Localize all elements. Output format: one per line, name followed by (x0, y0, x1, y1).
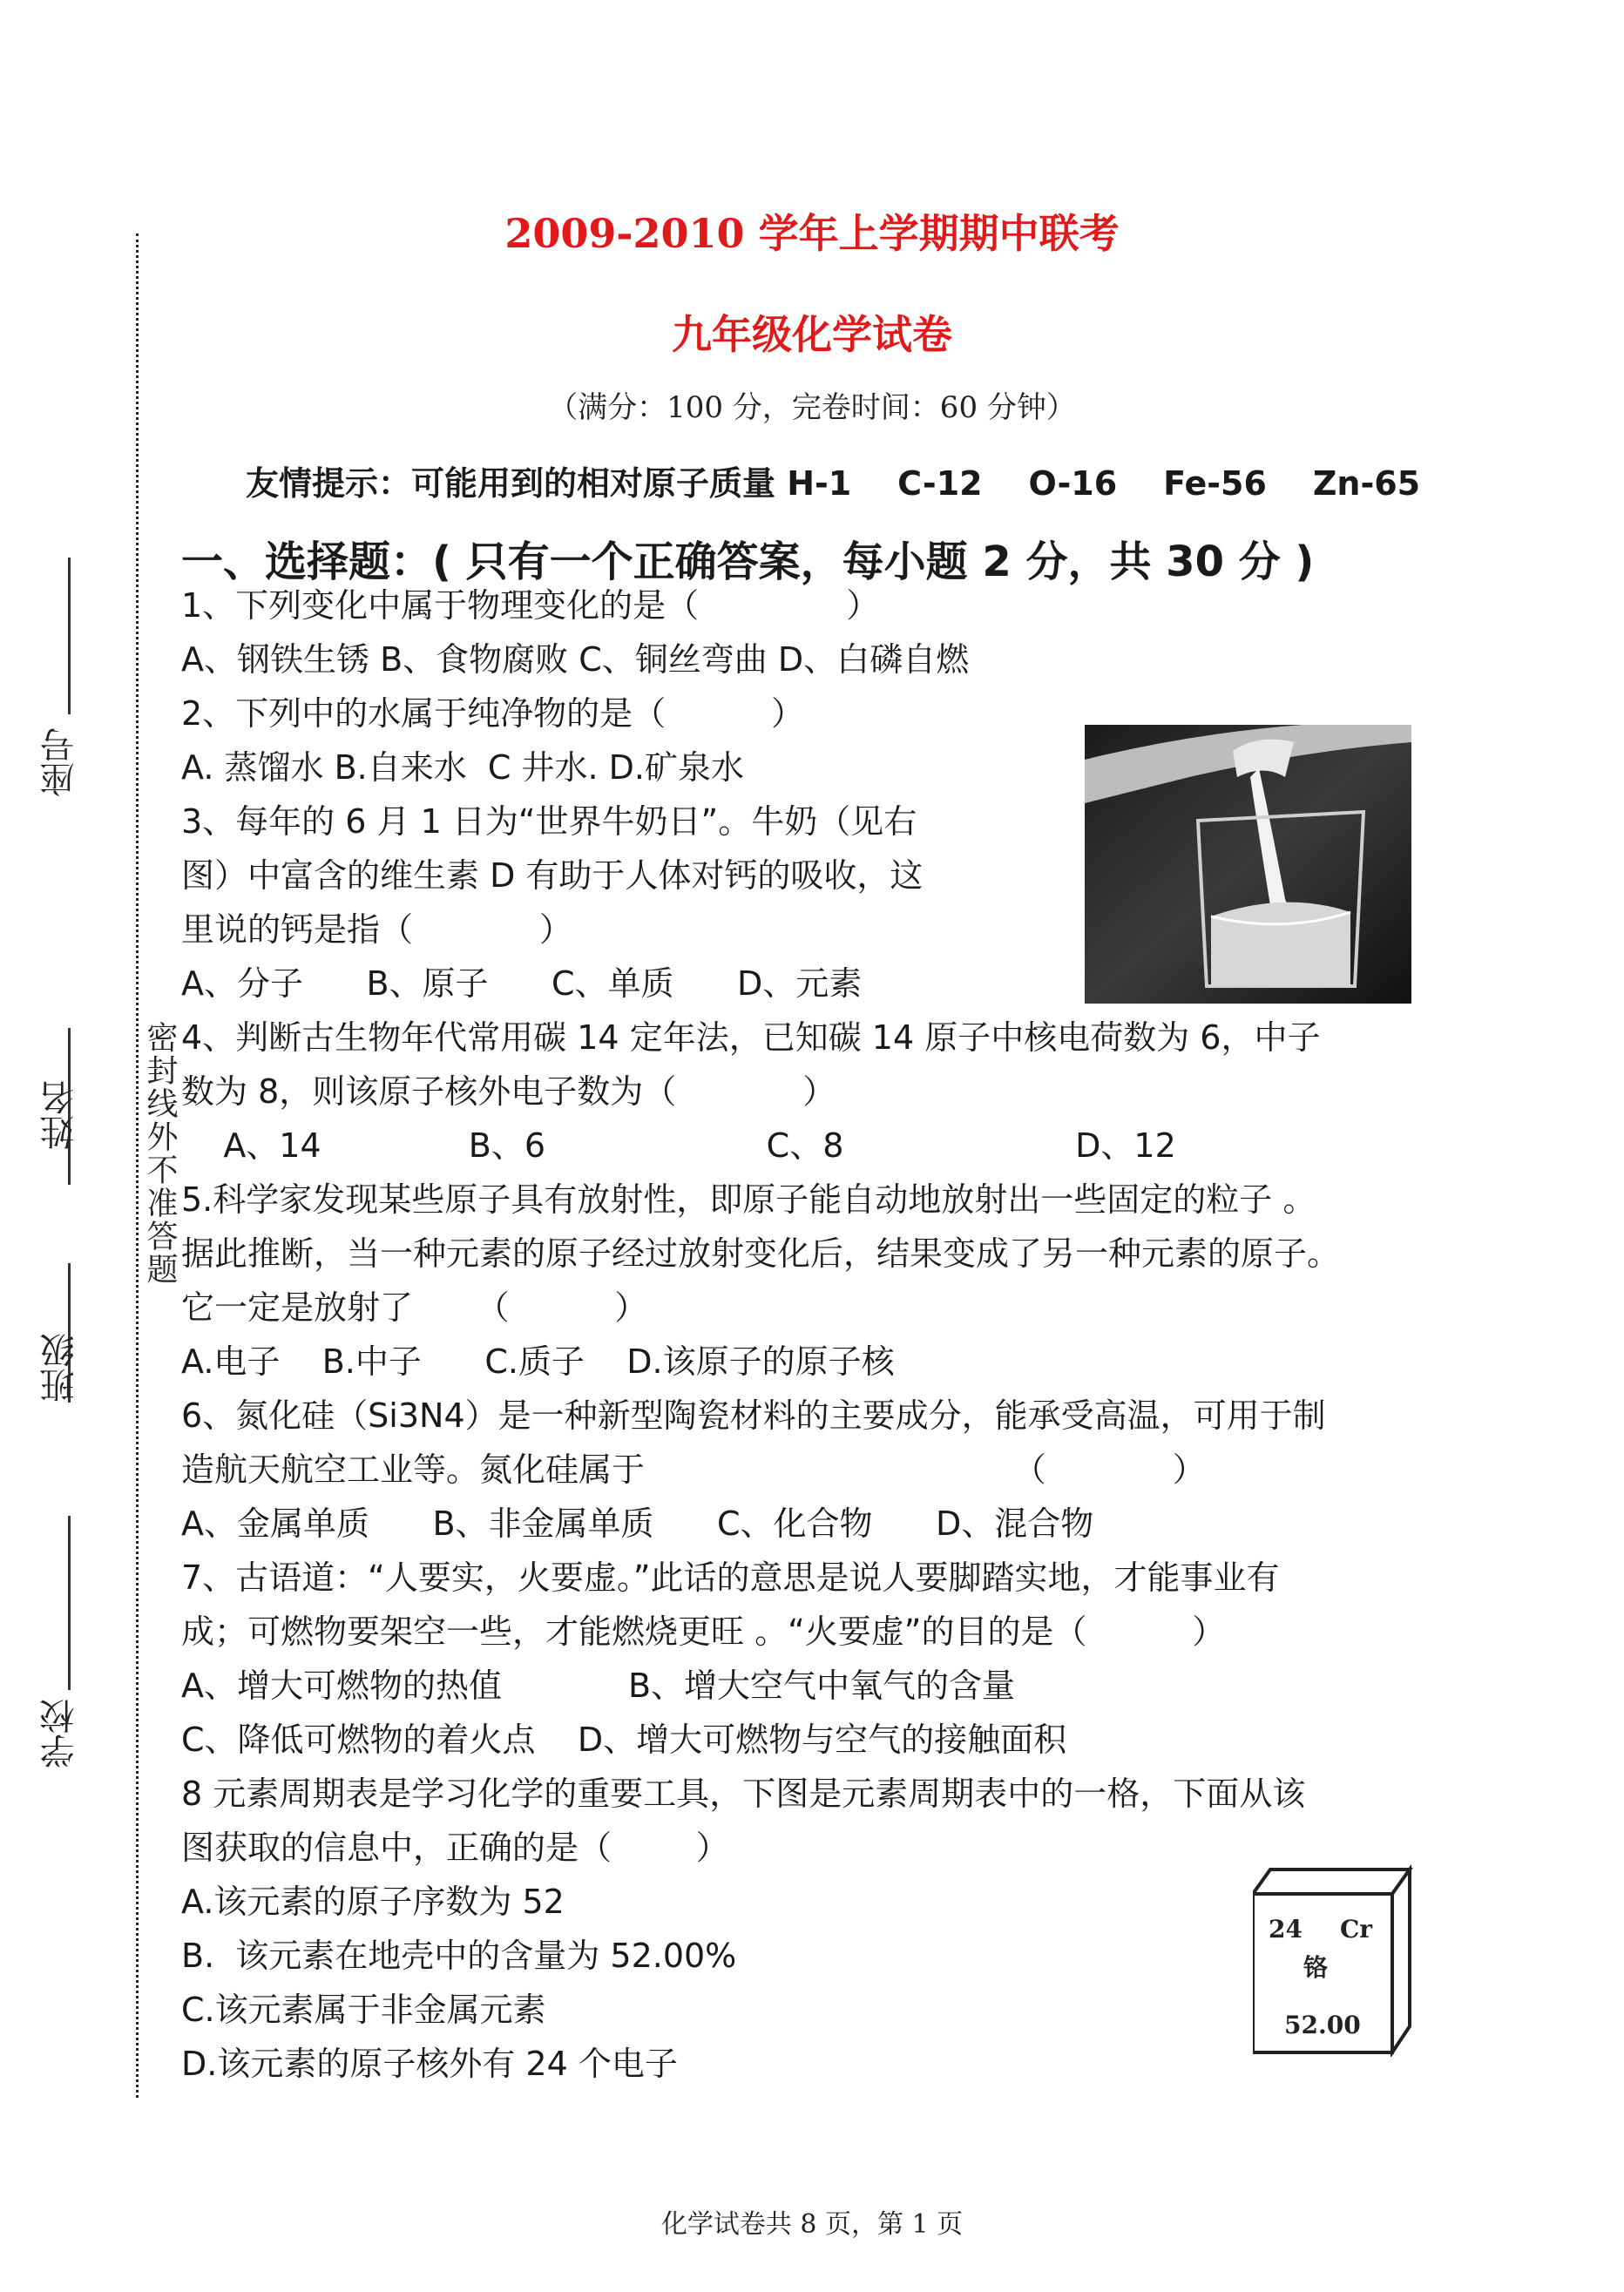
question-line: 成；可燃物要架空一些，才能燃烧更旺 。“火要虚”的目的是（ ） (181, 1613, 1226, 1651)
answer-line: A.电子 B.中子 C.质子 D.该原子的原子核 (181, 1342, 895, 1381)
answer-line: A、钢铁生锈 B、食物腐败 C、铜丝弯曲 D、白磷自燃 (181, 640, 970, 679)
page-footer: 化学试卷共 8 页，第 1 页 (660, 2209, 964, 2240)
question-line: 它一定是放射了 （ ） (181, 1288, 648, 1327)
answer-line: C.该元素属于非金属元素 (181, 1991, 546, 2029)
question-line: 据此推断，当一种元素的原子经过放射变化后，结果变成了另一种元素的原子。 (181, 1234, 1341, 1273)
exam-title: 2009-2010 学年上学期期中联考 (504, 210, 1120, 257)
question-line: 4、判断古生物年代常用碳 14 定年法，已知碳 14 原子中核电荷数为 6，中子 (181, 1018, 1321, 1057)
class-label: 班级 (40, 1333, 80, 1403)
answer-line: A. 蒸馏水 B.自来水 C 井水. D.矿泉水 (181, 748, 744, 787)
element-name: 铬 (1303, 1953, 1329, 1982)
school-line (68, 1516, 71, 1690)
exam-info: （满分：100 分，完卷时间：60 分钟） (548, 390, 1076, 425)
question-line: 里说的钙是指（ ） (181, 910, 572, 949)
element-symbol: Cr (1340, 1915, 1373, 1944)
answer-line: A、金属单质 B、非金属单质 C、化合物 D、混合物 (181, 1504, 1094, 1543)
name-label: 姓名 (40, 1080, 80, 1150)
atomic-mass-hint: 友情提示：可能用到的相对原子质量 H-1 C-12 O-16 Fe-56 Zn-65 (246, 464, 1421, 503)
answer-line: A、分子 B、原子 C、单质 D、元素 (181, 964, 863, 1003)
answer-line: A.该元素的原子序数为 52 (181, 1883, 565, 1921)
milk-photo (1085, 725, 1411, 1004)
question-line: 图）中富含的维生素 D 有助于人体对钙的吸收，这 (181, 856, 924, 895)
question-line: 1、下列变化中属于物理变化的是（ ） (181, 586, 880, 625)
answer-line: C、降低可燃物的着火点 D、增大可燃物与空气的接触面积 (181, 1721, 1067, 1759)
school-label: 学校 (40, 1699, 80, 1768)
seal-text: 密封线外不准答题 (142, 1021, 178, 1286)
question-line: 造航天航空工业等。氮化硅属于 （ ） (181, 1450, 1206, 1489)
question-line: 数为 8，则该原子核外电子数为（ ） (181, 1072, 836, 1111)
element-number: 24 (1269, 1915, 1303, 1944)
answer-line: D.该元素的原子核外有 24 个电子 (181, 2045, 678, 2083)
seat-label: 座号 (40, 727, 80, 797)
question-line: 6、氮化硅（Si3N4）是一种新型陶瓷材料的主要成分，能承受高温，可用于制 (181, 1396, 1326, 1435)
answer-line: B. 该元素在地壳中的含量为 52.00% (181, 1937, 737, 1975)
question-line: 3、每年的 6 月 1 日为“世界牛奶日”。牛奶（见右 (181, 802, 917, 841)
question-line: 5.科学家发现某些原子具有放射性，即原子能自动地放射出一些固定的粒子 。 (181, 1180, 1316, 1219)
element-cell (1253, 1861, 1427, 2057)
answer-line: A、增大可燃物的热值 B、增大空气中氧气的含量 (181, 1667, 1016, 1705)
question-line: 8 元素周期表是学习化学的重要工具，下图是元素周期表中的一格，下面从该 (181, 1775, 1306, 1813)
section-heading: 一、选择题：( 只有一个正确答案，每小题 2 分，共 30 分 ) (181, 538, 1315, 586)
question-line: 图获取的信息中，正确的是（ ） (181, 1829, 729, 1867)
exam-subtitle: 九年级化学试卷 (672, 311, 952, 358)
answer-line: A、14 B、6 C、8 D、12 (181, 1126, 1176, 1165)
question-line: 2、下列中的水属于纯净物的是（ ） (181, 694, 804, 733)
element-mass: 52.00 (1284, 2011, 1361, 2039)
question-line: 7、古语道：“人要实，火要虚。”此话的意思是说人要脚踏实地，才能事业有 (181, 1558, 1280, 1597)
seat-line (68, 558, 71, 714)
